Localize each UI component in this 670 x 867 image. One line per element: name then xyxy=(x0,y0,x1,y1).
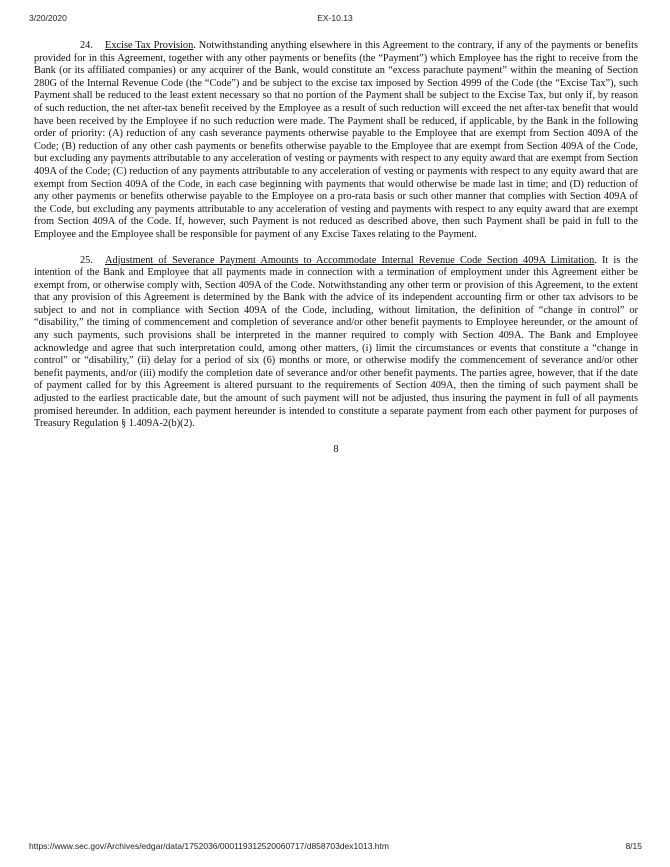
source-url: https://www.sec.gov/Archives/edgar/data/1752036/000119312520060717/d858703dex1013.htm xyxy=(29,841,389,851)
section-number: 24. xyxy=(80,40,93,51)
page-count: 8/15 xyxy=(625,841,642,851)
document-exhibit-title: EX-10.13 xyxy=(317,13,353,23)
page-number: 8 xyxy=(333,443,339,455)
print-header xyxy=(0,13,670,27)
section-body: . It is the intention of the Bank and Employee that all payments made in connection with a termination of employment under this Agreement either be exempt from, or otherwise comply with, Section 409A of the Code. Notwithstanding any other term or provision of this Agreement, to the extent that any provision of this Agreement is determined by the Bank with the advice of its independent accounting firm or other tax advisors to be subject to and not in compliance with Section 409A of the Code, including, without limitation, the definition of “change in control” or “disability,” the timing of commencement and completion of severance and/or other benefit payments to Employee hereunder, or the amount of any such payments, such provisions shall be interpreted in the manner required to comply with Section 409A. The Bank and Employee acknowledge and agree that such interpretation could, among other matters, (i) limit the circumstances or events that constitute a “change in control” or “disability,” (ii) delay for a period of six (6) months or more, or otherwise modify the commencement of severance and/or other benefit payments, and/or (iii) modify the completion date of severance and/or other benefit payments. The parties agree, however, that if the date of payment called for by this Agreement is altered pursuant to the requirements of Section 409A, then the timing of such payment shall be adjusted to the earliest practicable date, but the amount of such payment will not be adjusted, thus insuring the payment in full of all payments promised hereunder. In addition, each payment hereunder is intended to constitute a separate payment from each other payment for purposes of Treasury Regulation § 1.409A-2(b)(2). xyxy=(34,254,638,430)
section-heading: Excise Tax Provision xyxy=(105,40,194,51)
section-heading: Adjustment of Severance Payment Amounts to Accommodate Internal Revenue Code Section 409A Limitation xyxy=(105,254,595,266)
print-date: 3/20/2020 xyxy=(29,13,67,23)
section-24-paragraph xyxy=(34,40,638,242)
section-number: 25. xyxy=(80,254,93,266)
section-body: . Notwithstanding anything elsewhere in this Agreement to the contrary, if any of the payments or benefits provided for in this Agreement, together with any other payments or benefits (the “Payment”) which Employee has the right to receive from the Bank (or its affiliated companies) or any acquirer of the Bank, would constitute an “excess parachute payment” within the meaning of Section 280G of the Internal Revenue Code (the “Code”) and be subject to the excise tax imposed by Section 4999 of the Code (the “Excise Tax”), such Payment shall be reduced to the least extent necessary so that no portion of the Payment shall be subject to the Excise Tax, but only if, by reason of such reduction, the net after-tax benefit received by the Employee as a result of such reduction will exceed the net after-tax benefit that would have been received by the Employee if no such reduction were made. The Payment shall be reduced, if applicable, by the Bank in the following order of priority: (A) reduction of any cash severance payments otherwise payable to the Employee that are exempt from Section 409A of the Code; (B) reduction of any other cash payments or benefits otherwise payable to the Employee that are exempt from Section 409A of the Code, but excluding any payments attributable to any acceleration of vesting or payments with respect to any equity award that are exempt from Section 409A of the Code; (C) reduction of any payments attributable to any acceleration of vesting or payments with respect to any equity award that are exempt from Section 409A of the Code, in each case beginning with payments that would otherwise be made last in time; and (D) reduction of any other payments or benefits otherwise payable to the Employee on a pro-rata basis or such other manner that complies with Section 409A of the Code, but excluding any payments attributable to any acceleration of vesting and payments with respect to any equity award that are exempt from Section 409A of the Code. If, however, such Payment is not reduced as described above, then such Payment shall be paid in full to the Employee and the Employee shall be responsible for payment of any Excise Taxes relating to the Payment. xyxy=(34,40,638,240)
section-25-paragraph xyxy=(34,255,638,431)
document-page xyxy=(34,40,638,456)
print-footer xyxy=(0,841,670,855)
